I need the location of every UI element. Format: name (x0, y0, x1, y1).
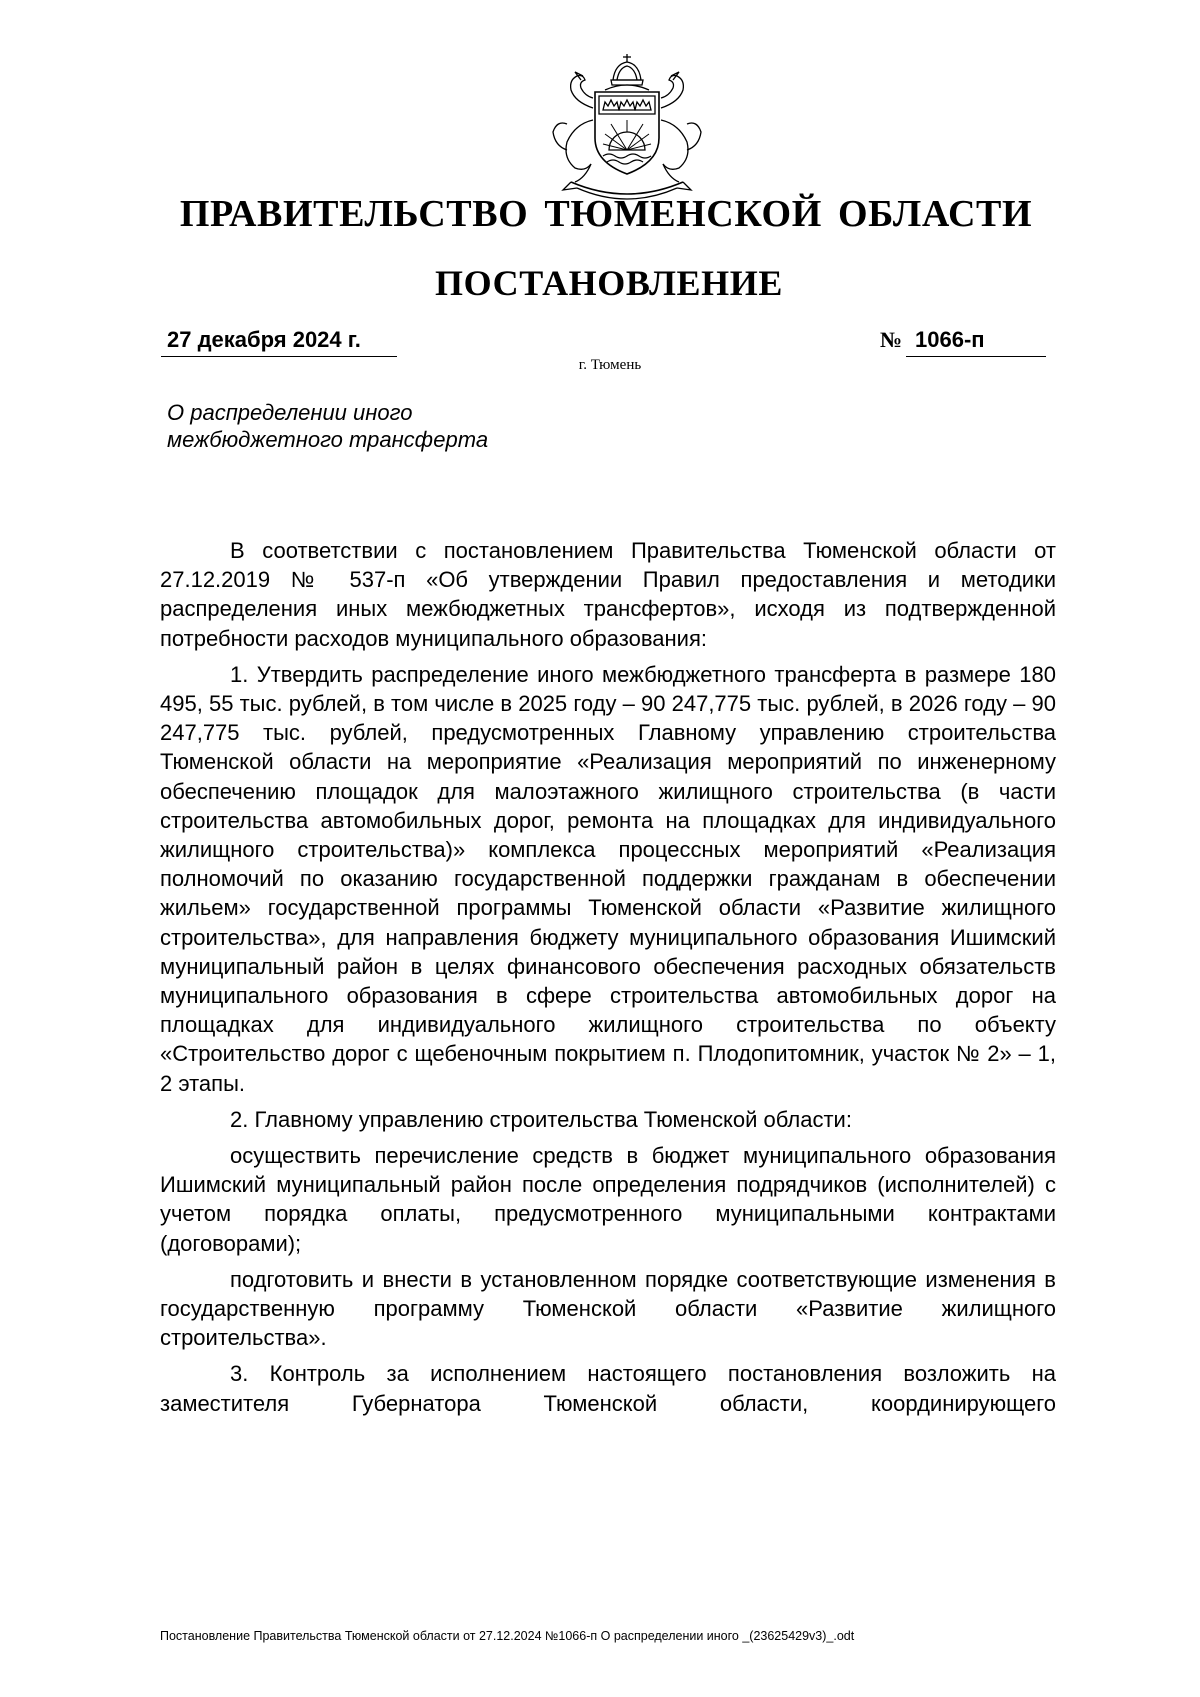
number-sign: № (880, 327, 903, 352)
document-type: ПОСТАНОВЛЕНИЕ (435, 263, 783, 303)
preamble-paragraph: В соответствии с постановлением Правительства Тюменской области от 27.12.2019 № 537-п «Об утверждении Правил предоставления и методики распределения иных межбюджетных трансфертов», исходя из подтвержденной потребности расходов муниципального образования: (160, 538, 1056, 651)
subject-line-2: межбюджетного трансферта (167, 427, 489, 452)
subject-line-1: О распределении иного (167, 400, 413, 425)
government-title: ПРАВИТЕЛЬСТВО ТЮМЕНСКОЙ ОБЛАСТИ (179, 193, 1033, 235)
document-number-field (906, 326, 1046, 357)
document-date: 27 декабря 2024 г. (167, 327, 361, 352)
document-subject (167, 399, 587, 453)
item-1-paragraph: 1. Утвердить распределение иного межбюджетного трансферта в размере 180 495, 55 тыс. рублей, в том числе в 2025 году – 90 247,775 тыс. рублей, в 2026 году – 90 247,775 тыс. рублей, предусмотренных Главному управлению строительства Тюменской области на мероприятие «Реализация мероприятий по инженерному обеспечению площадок для малоэтажного жилищного строительства (в части строительства автомобильных дорог, ремонта на площадках для индивидуального жилищного строительства)» комплекса процессных мероприятий «Реализация полномочий по оказанию государственной поддержки гражданам в обеспечении жильем» государственной программы Тюменской области «Развитие жилищного строительства», для направления бюджету муниципального образования Ишимский муниципальный район в целях финансового обеспечения расходных обязательств муниципального образования в сфере строительства автомобильных дорог на площадках для индивидуального жилищного строительства по объекту «Строительство дорог с щебеночным покрытием п. Плодопитомник, участок № 2» – 1, 2 этапы. (160, 661, 1056, 1096)
item-3-paragraph: 3. Контроль за исполнением настоящего постановления возложить на заместителя Губернатора Тюменской области, координирующего (160, 1361, 1056, 1416)
document-date-field (161, 326, 397, 357)
item-2-subparagraph-amend: подготовить и внести в установленном порядке соответствующие изменения в государственную программу Тюменской области «Развитие жилищного строительства». (160, 1266, 1056, 1351)
item-2-paragraph: 2. Главному управлению строительства Тюменской области: (230, 1106, 852, 1132)
item-2-subparagraph-transfer: осуществить перечисление средств в бюджет муниципального образования Ишимский муниципальный район после определения подрядчиков (исполнителей) с учетом порядка оплаты, предусмотренного муниципальными контрактами (договорами); (160, 1143, 1056, 1256)
document-number: 1066-п (915, 327, 985, 352)
city-label: г. Тюмень (578, 357, 642, 373)
document-footer: Постановление Правительства Тюменской области от 27.12.2024 №1066-п О распределении иного _(23625429v3)_.odt (160, 1629, 855, 1643)
document-body (160, 536, 1056, 1418)
coat-of-arms-icon (545, 50, 710, 202)
